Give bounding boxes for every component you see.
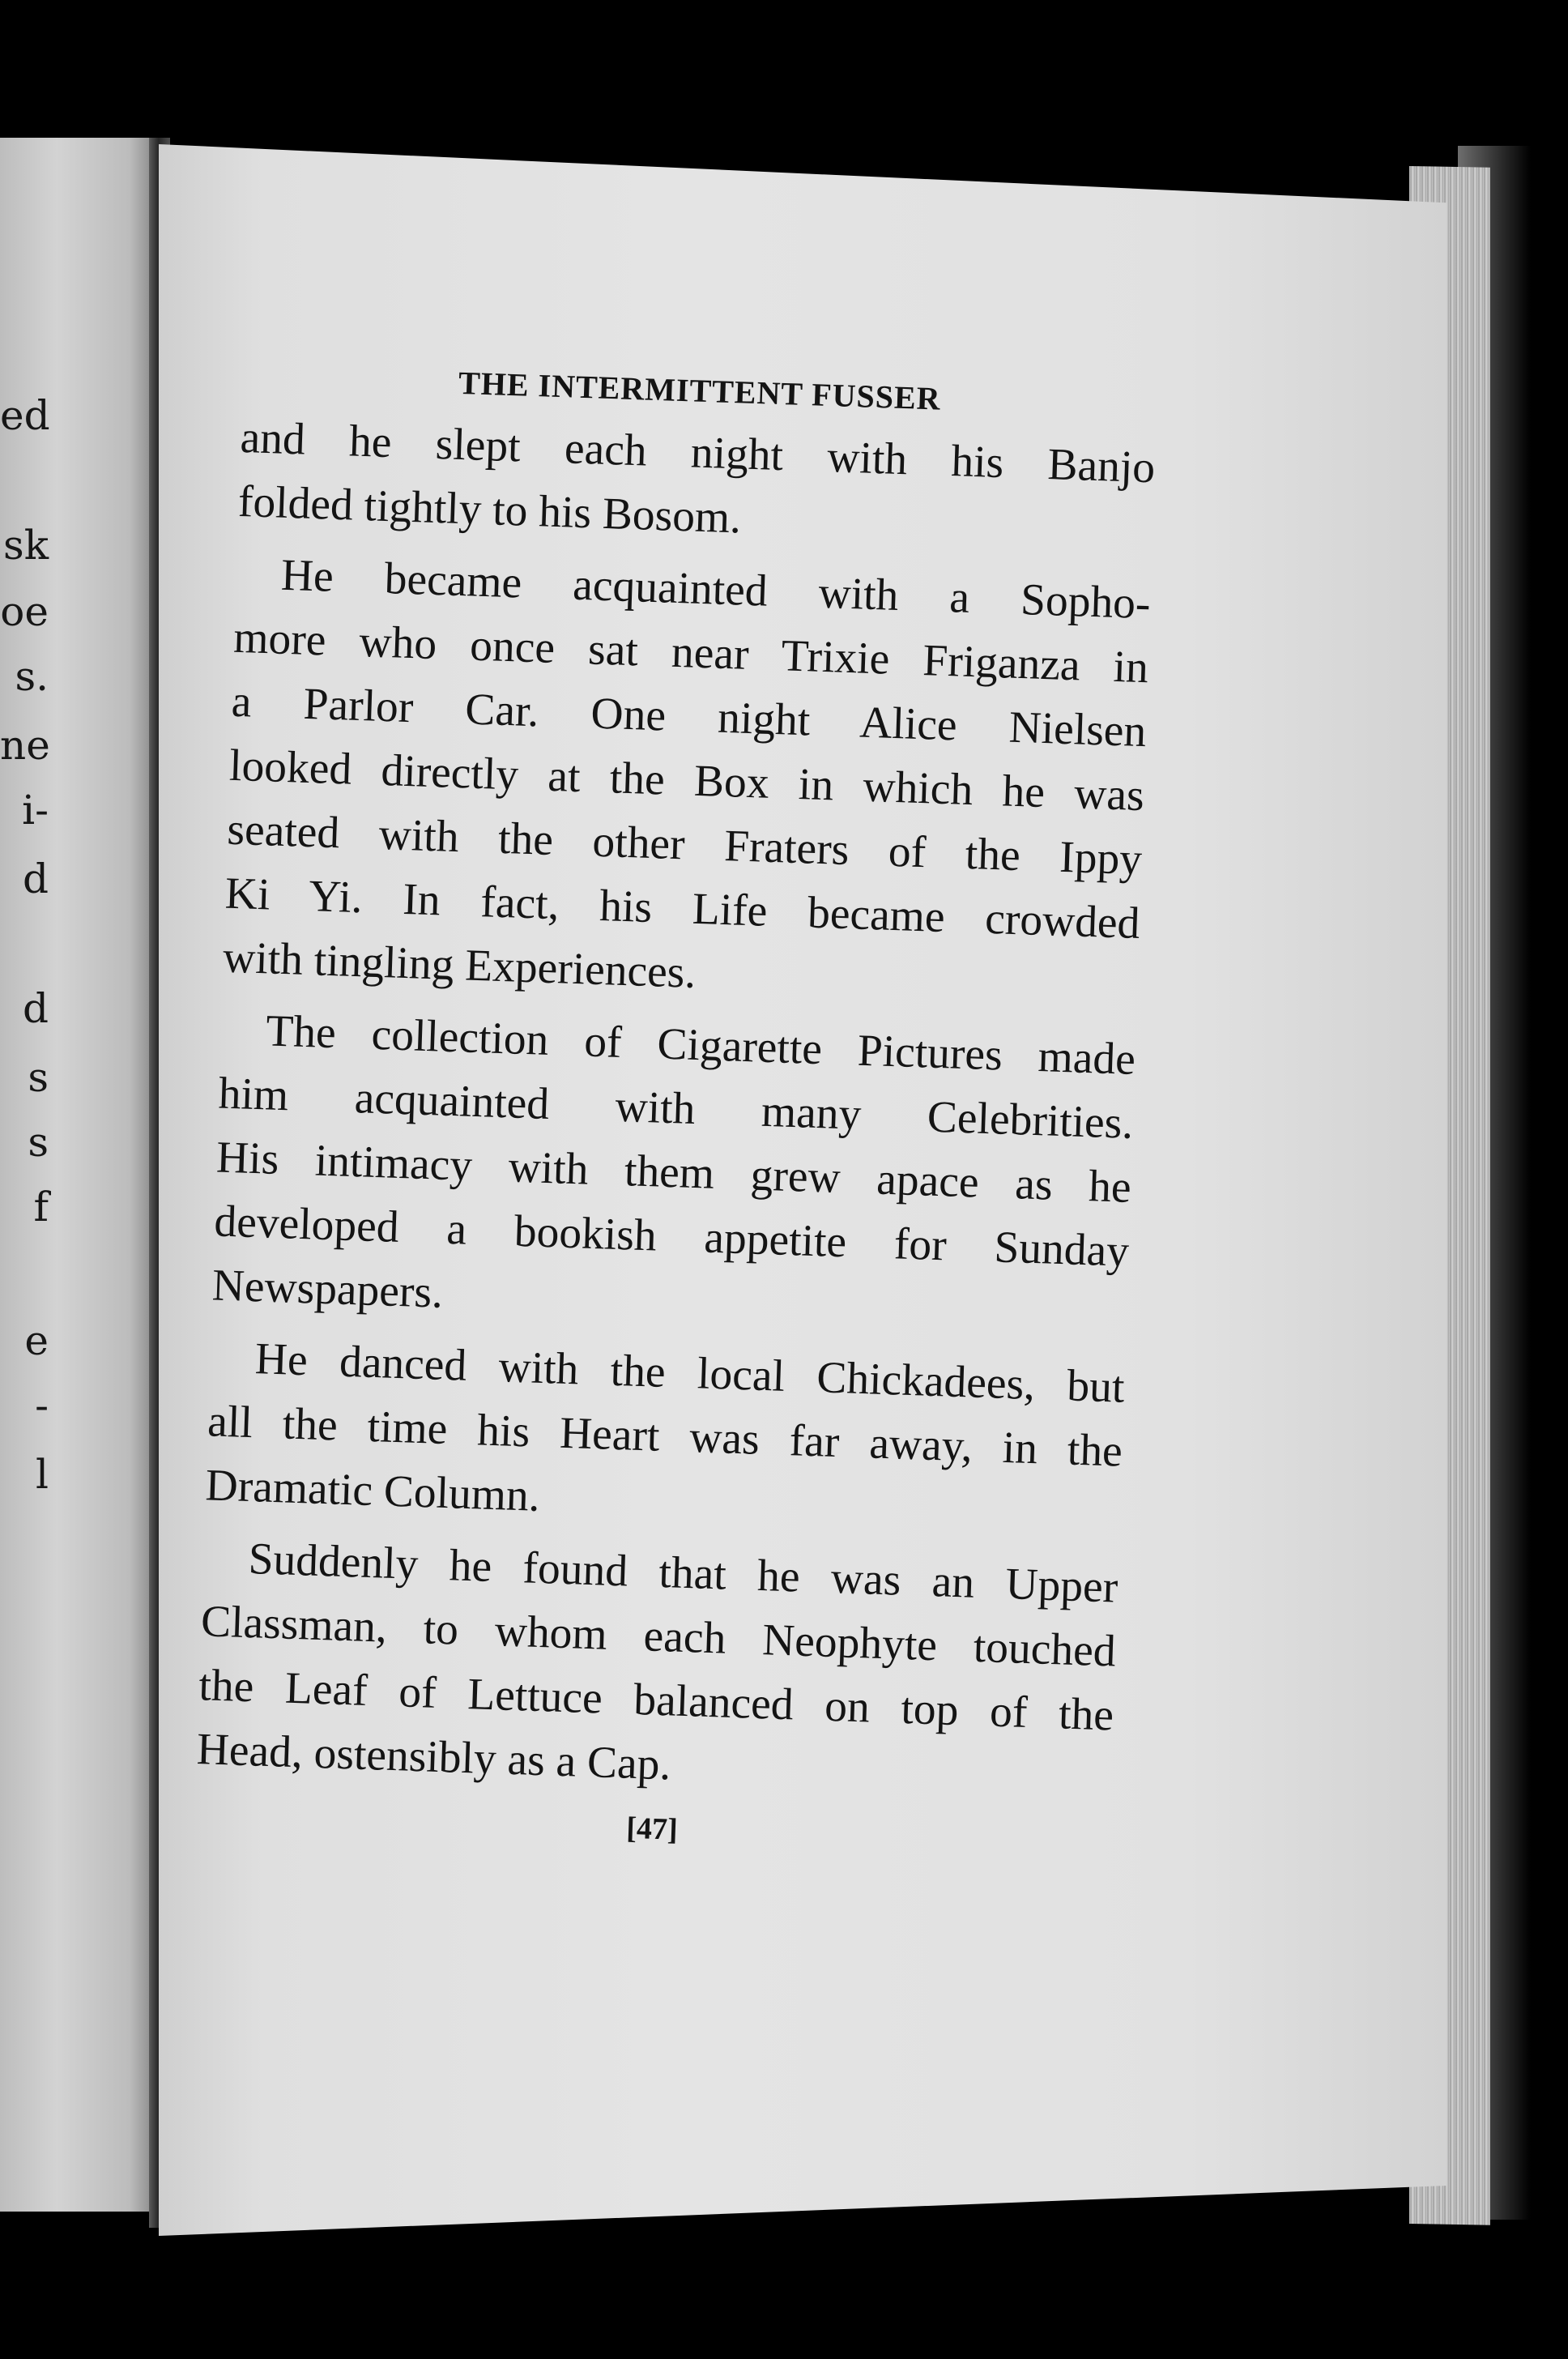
text-line: Head, ostensibly as a Cap. xyxy=(195,1725,672,1790)
page-number: [47] xyxy=(625,1811,679,1847)
left-page-fragment: e xyxy=(24,1317,49,1364)
text-line: Ki Yi. In fact, his Life became crowded xyxy=(224,868,1141,949)
text-line: He danced with the local Chickadees, but xyxy=(254,1334,1126,1413)
text-line: Newspapers. xyxy=(211,1261,444,1318)
left-page-fragment: f xyxy=(33,1184,49,1231)
text-line: him acquainted with many Celebrities. xyxy=(217,1069,1135,1149)
left-page-fragment: oe xyxy=(0,588,49,635)
left-page-fragment: i- xyxy=(22,787,49,834)
text-line: folded tightly to his Bosom. xyxy=(237,476,743,544)
text-line: more who once sat near Trixie Friganza in xyxy=(232,612,1149,693)
page-text-block xyxy=(194,356,1158,1862)
left-page-fragment: ne xyxy=(0,722,50,769)
text-line: all the time his Heart was far away, in the xyxy=(207,1397,1123,1477)
text-line: the Leaf of Lettuce balanced on top of the xyxy=(198,1661,1114,1741)
text-line: a Parlor Car. One night Alice Nielsen xyxy=(230,676,1148,757)
left-page-fragment: s xyxy=(28,1054,49,1101)
text-line: The collection of Cigarette Pictures made xyxy=(265,1006,1136,1085)
text-line: seated with the other Fraters of the Ippy xyxy=(226,804,1144,885)
text-line: with tingling Experiences. xyxy=(222,932,697,998)
facing-page-left xyxy=(0,138,162,2212)
text-line: and he slept each night with his Banjo xyxy=(239,412,1157,493)
left-page-fragment: d xyxy=(22,985,49,1032)
left-page-fragment: ed xyxy=(0,392,50,439)
left-page-fragment: d xyxy=(22,855,49,902)
left-page-fragment: s. xyxy=(15,653,49,700)
text-line: Suddenly he found that he was an Upper xyxy=(247,1534,1119,1613)
left-page-fragment: s xyxy=(28,1119,49,1166)
left-page-fragment: l xyxy=(36,1451,49,1498)
left-page-fragment: - xyxy=(35,1382,49,1429)
text-line: His intimacy with them grew apace as he xyxy=(215,1133,1132,1213)
left-page-fragment: sk xyxy=(3,522,49,569)
text-line: looked directly at the Box in which he was xyxy=(228,740,1145,821)
text-line: Classman, to whom each Neophyte touched xyxy=(200,1597,1117,1677)
text-line: developed a bookish appetite for Sunday xyxy=(213,1197,1130,1277)
running-head: THE INTERMITTENT FUSSER xyxy=(458,364,942,417)
text-line: He became acquainted with a Sopho- xyxy=(280,550,1152,629)
text-line: Dramatic Column. xyxy=(204,1461,541,1521)
